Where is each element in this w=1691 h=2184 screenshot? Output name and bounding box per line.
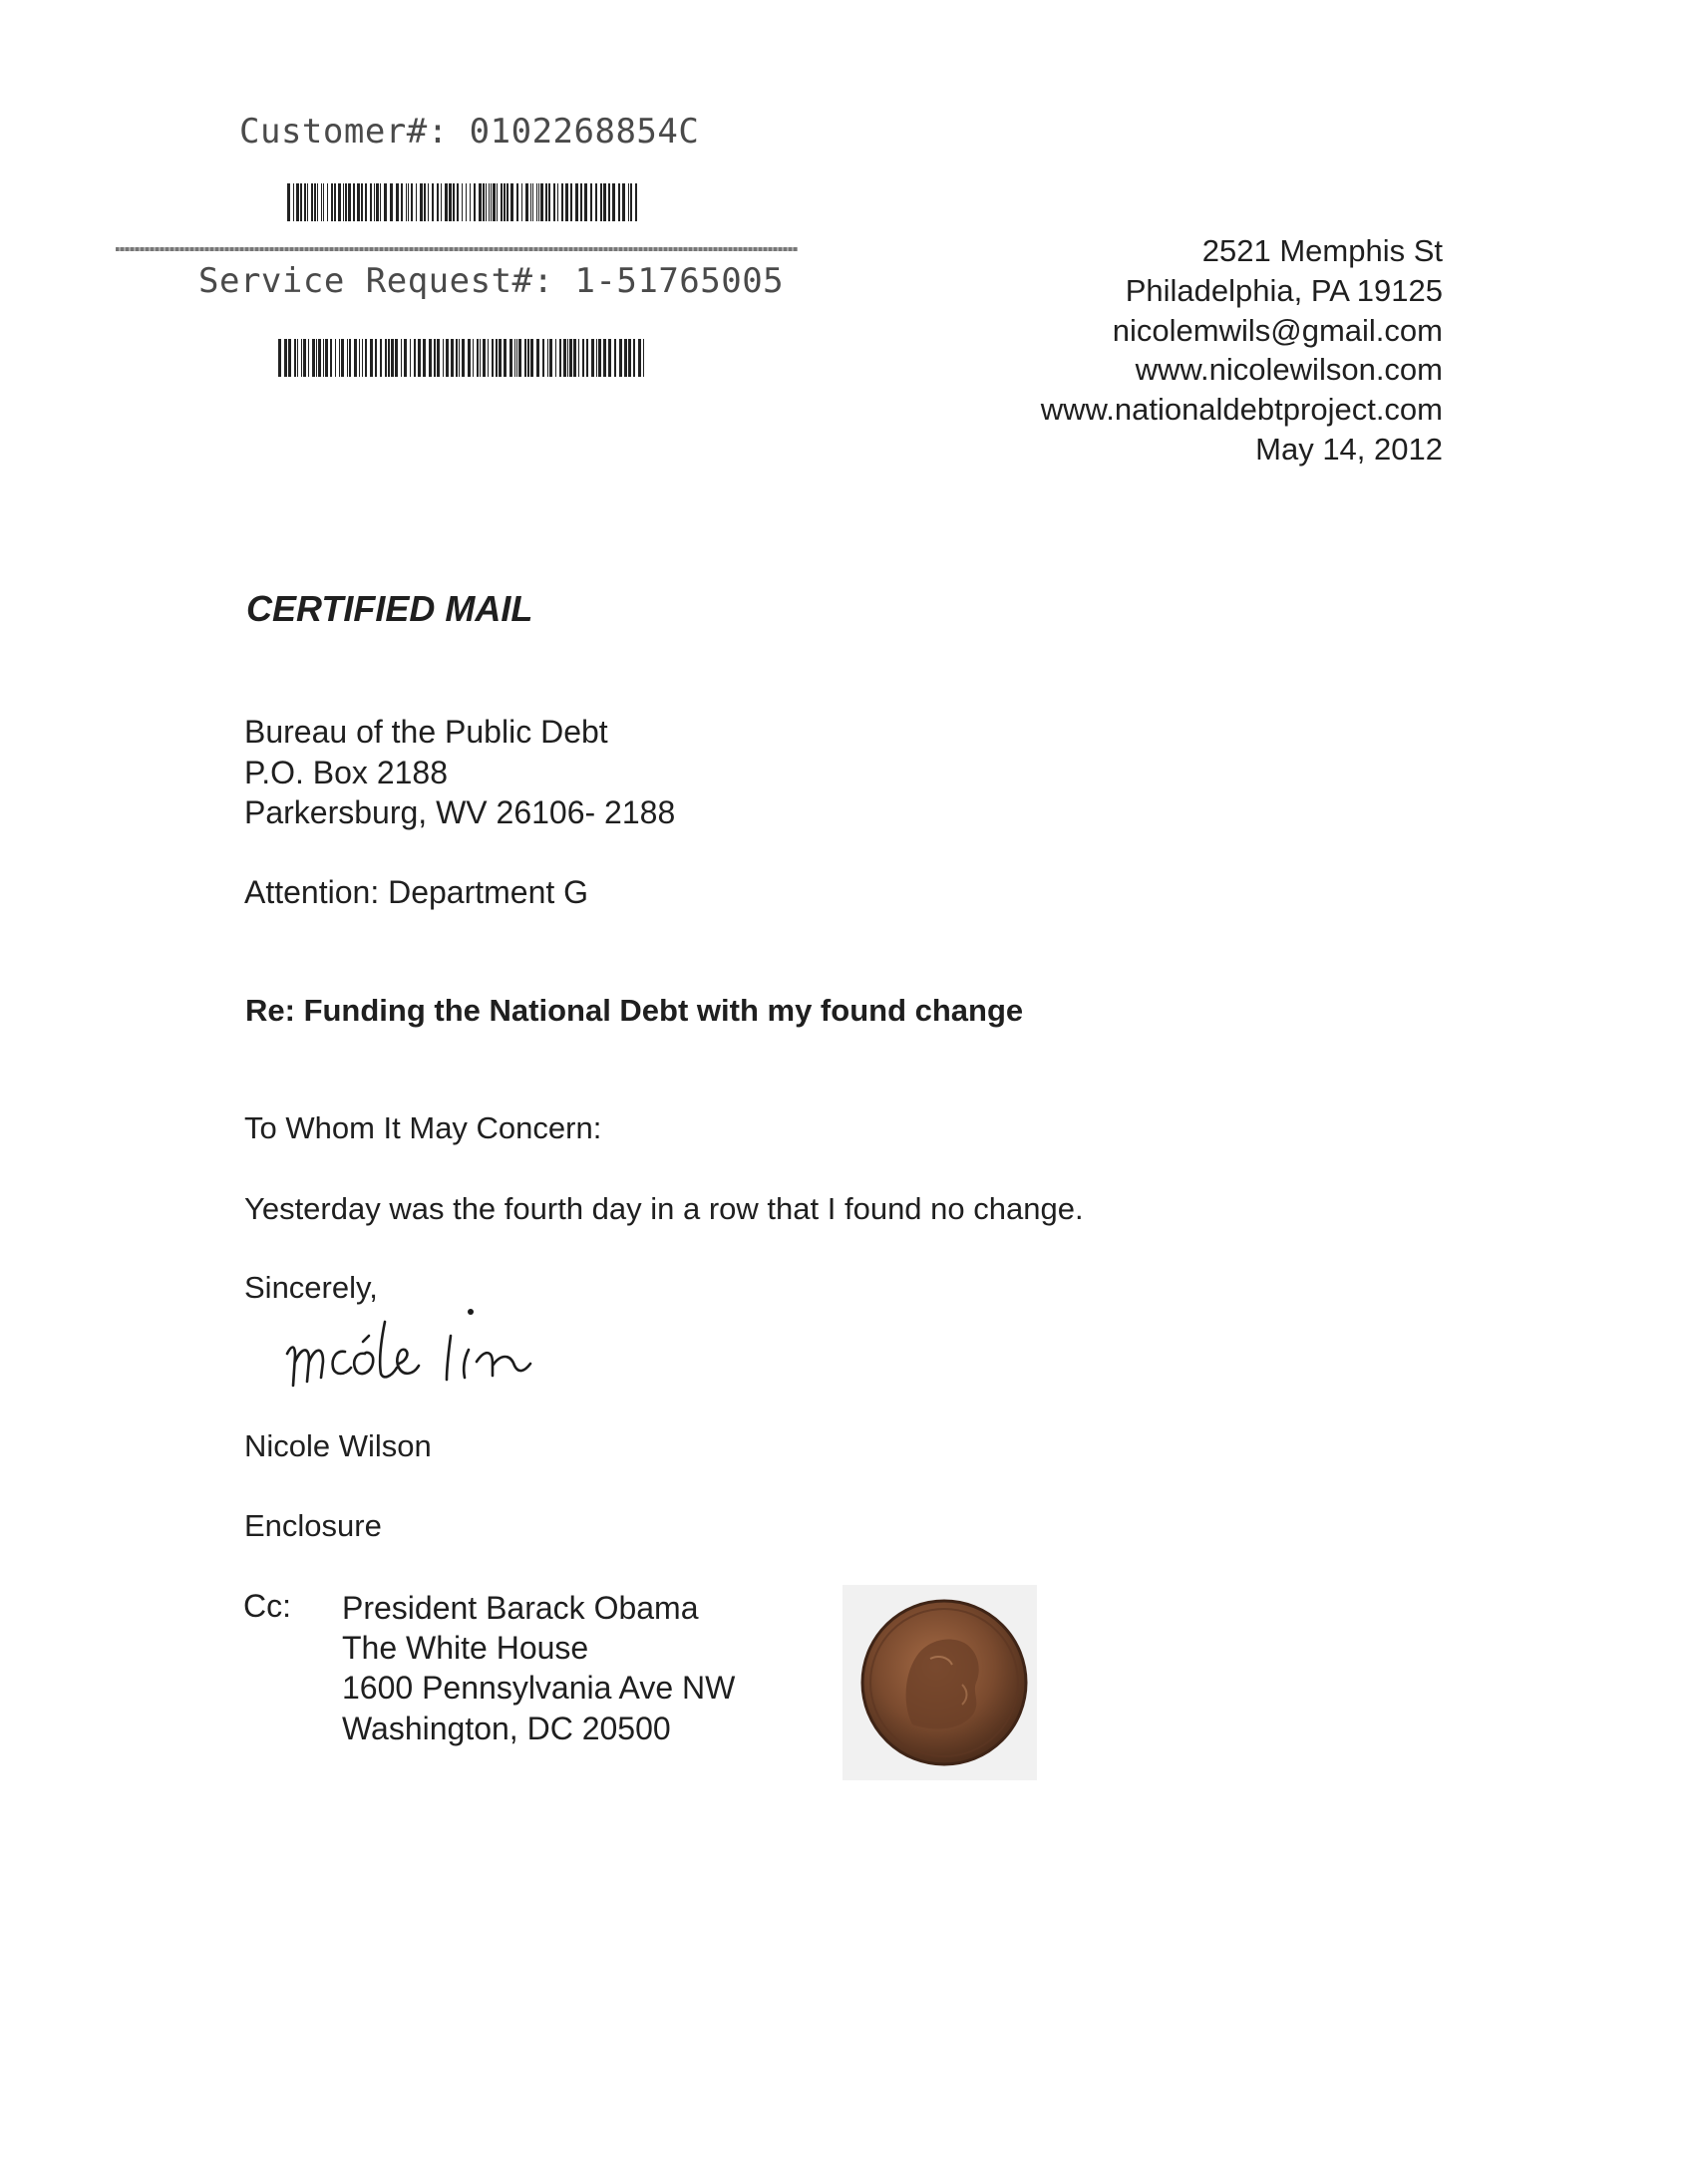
barcode-graphic-1 [287,183,638,221]
divider-rule [116,247,798,251]
return-address-website: www.nationaldebtproject.com [1040,392,1443,428]
certified-mail-heading: CERTIFIED MAIL [246,588,533,629]
cc-line: The White House [342,1630,589,1667]
barcode-graphic-2 [278,339,647,377]
attention-line: Attention: Department G [244,874,589,910]
enclosure-note: Enclosure [244,1508,382,1543]
enclosed-penny [843,1585,1037,1780]
return-address-line: Philadelphia, PA 19125 [1125,272,1443,308]
closing: Sincerely, [244,1270,378,1305]
cc-address [342,1588,735,1748]
cc-label: Cc: [243,1588,291,1624]
recipient-address [244,712,675,833]
return-address-website: www.nicolewilson.com [1135,352,1443,388]
customer-number: Customer#: 0102268854C [239,112,700,152]
customer-barcode [287,183,638,221]
handwritten-signature [281,1306,640,1396]
service-request-number: Service Request#: 1-51765005 [198,261,785,301]
letter-body: Yesterday was the fourth day in a row that I found no change. [244,1191,1084,1226]
return-address-email: nicolemwils@gmail.com [1112,312,1443,348]
cc-line: Washington, DC 20500 [342,1710,671,1746]
cc-line: President Barack Obama [342,1590,699,1626]
return-address [957,231,1443,469]
salutation: To Whom It May Concern: [244,1110,602,1145]
return-address-line: 2521 Memphis St [1201,233,1443,268]
recipient-line: Bureau of the Public Debt [244,714,608,750]
recipient-line: Parkersburg, WV 26106- 2188 [244,794,676,830]
subject-line: Re: Funding the National Debt with my found change [245,993,1024,1028]
recipient-line: P.O. Box 2188 [244,754,448,790]
service-barcode [278,339,647,377]
signer-name: Nicole Wilson [244,1428,432,1463]
cc-line: 1600 Pennsylvania Ave NW [342,1670,736,1707]
letter-date: May 14, 2012 [1255,431,1443,467]
penny-coin-image [843,1585,1037,1780]
